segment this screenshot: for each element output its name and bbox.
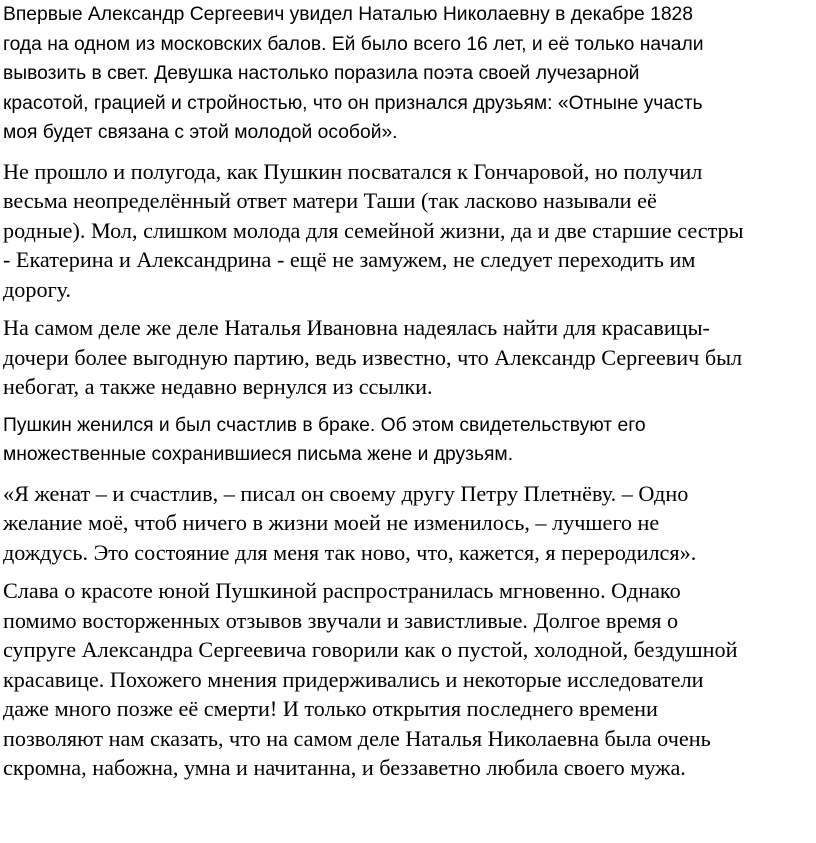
text-line: позволяют нам сказать, что на самом деле Наталья Николаевна была очень	[3, 725, 711, 751]
text-line: Не прошло и полугода, как Пушкин посватался к Гончаровой, но получил	[3, 158, 703, 184]
text-line: дочери более выгодную партию, ведь известно, что Александр Сергеевич был	[3, 344, 743, 370]
text-line: На самом деле же деле Наталья Ивановна надеялась найти для красавицы-	[3, 315, 710, 340]
paragraph-letter-quote	[3, 479, 816, 568]
text-line: небогат, а также недавно вернулся из ссылки.	[3, 374, 433, 399]
text-line: дорогу.	[3, 276, 72, 302]
text-line: множественные сохранившиеся письма жене и друзьям.	[3, 444, 514, 465]
text-line: скромна, набожна, умна и начитанна, и беззаветно любила своего мужа.	[3, 755, 686, 780]
paragraph-first-meeting	[3, 0, 816, 148]
text-line: вывозить в свет. Девушка настолько поразила поэта своей лучезарной	[3, 63, 640, 84]
text-line: помимо восторженных отзывов звучали и завистливые. Долгое время о	[3, 607, 679, 633]
text-line: даже много позже её смерти! И только открытия последнего времени	[3, 696, 658, 721]
paragraph-proposal	[3, 157, 816, 305]
text-line: Слава о красоте юной Пушкиной распространилась мгновенно. Однако	[3, 578, 681, 603]
paragraph-reputation	[3, 576, 816, 783]
paragraph-mother-hopes	[3, 313, 816, 402]
text-line: весьма неопределённый ответ матери Таши (так ласково называли её	[3, 188, 657, 213]
text-line: - Екатерина и Александрина - ещё не замужем, не следует переходить им	[3, 247, 696, 272]
text-line: красавице. Похожего мнения придерживались и некоторые исследователи	[3, 666, 704, 692]
text-line: года на одном из московских балов. Ей было всего 16 лет, и её только начали	[3, 33, 704, 55]
text-line: желание моё, чтоб ничего в жизни моей не изменилось, – лучшего не	[3, 510, 660, 535]
text-line: красотой, грацией и стройностью, что он признался друзьям: «Отныне участь	[3, 92, 703, 114]
text-line: моя будет связана с этой молодой особой».	[3, 122, 398, 143]
document-body	[3, 0, 816, 792]
text-line: супруге Александра Сергеевича говорили как о пустой, холодной, бездушной	[3, 637, 738, 662]
text-line: Впервые Александр Сергеевич увидел Наталью Николаевну в декабре 1828	[3, 4, 694, 25]
text-line: родные). Мол, слишком молода для семейной жизни, да и две старшие сестры	[3, 217, 744, 243]
text-line: дождусь. Это состояние для меня так ново, что, кажется, я переродился».	[3, 539, 697, 565]
text-line: Пушкин женился и был счастлив в браке. Об этом свидетельствуют его	[3, 414, 646, 436]
text-line: «Я женат – и счастлив, – писал он своему другу Петру Плетнёву. – Одно	[3, 480, 689, 506]
paragraph-marriage	[3, 411, 816, 470]
